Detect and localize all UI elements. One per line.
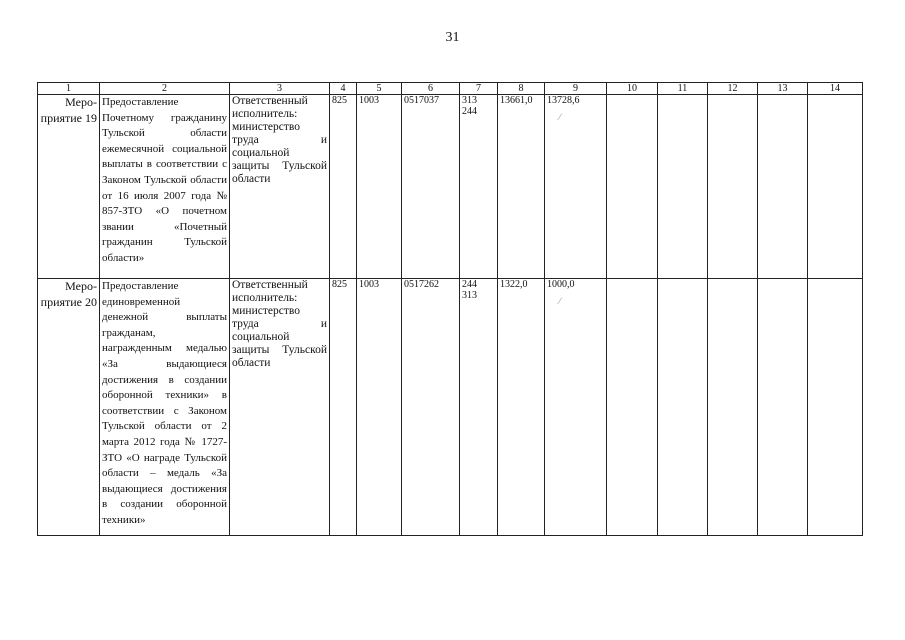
cell-col7: 244 313 (460, 279, 498, 536)
cell-col7: 313 244 (460, 95, 498, 279)
header-cell: 12 (708, 83, 758, 95)
cell-col8-value: 1322,0 (500, 279, 528, 290)
header-cell: 7 (460, 83, 498, 95)
cell-col13 (758, 95, 808, 279)
cell-col5: 1003 (357, 95, 402, 279)
cell-col10 (607, 279, 658, 536)
cell-col13 (758, 279, 808, 536)
cell-col5: 1003 (357, 279, 402, 536)
executor-cell: Ответственный исполнитель: министерство труда и социальной защиты Тульской области (230, 279, 330, 536)
check-mark-icon: ⁄ (559, 112, 561, 122)
header-cell: 1 (38, 83, 100, 95)
cell-col9-value: 13728,6 (547, 95, 580, 106)
header-row (38, 83, 863, 95)
header-cell: 2 (100, 83, 230, 95)
cell-col6: 0517262 (402, 279, 460, 536)
cell-col6: 0517037 (402, 95, 460, 279)
table-row (38, 95, 863, 279)
cell-col8 (498, 95, 545, 279)
header-cell: 6 (402, 83, 460, 95)
cell-col12 (708, 95, 758, 279)
header-cell: 11 (658, 83, 708, 95)
cell-col4: 825 (330, 279, 357, 536)
header-cell: 4 (330, 83, 357, 95)
cell-col10 (607, 95, 658, 279)
cell-col11 (658, 279, 708, 536)
header-cell: 14 (808, 83, 863, 95)
header-cell: 9 (545, 83, 607, 95)
executor-cell: Ответственный исполнитель: министерство труда и социальной защиты Тульской области (230, 95, 330, 279)
measure-label: Меро-приятие 19 (38, 95, 100, 279)
cell-col14 (808, 95, 863, 279)
cell-col11 (658, 95, 708, 279)
measure-label: Меро-приятие 20 (38, 279, 100, 536)
measure-description: Предоставление единовременной денежной выплаты гражданам, награжденным медалью «За выдающиеся достижения в создании оборонной техники» в соответствии с Законом Тульской области от 2 марта 2012 года № 1727-ЗТО «О награде Тульской области – медаль «За выдающиеся достижения в создании оборонной техники» (100, 279, 230, 536)
header-cell: 5 (357, 83, 402, 95)
cell-col8-value: 13661,0 (500, 95, 533, 106)
budget-table (37, 82, 863, 536)
header-cell: 10 (607, 83, 658, 95)
cell-col9 (545, 95, 607, 279)
header-cell: 13 (758, 83, 808, 95)
table-row (38, 279, 863, 536)
header-cell: 3 (230, 83, 330, 95)
cell-col9 (545, 279, 607, 536)
cell-col9-value: 1000,0 (547, 279, 575, 290)
measure-description: Предоставление Почетному гражданину Тульской области ежемесячной социальной выплаты в соответствии с Законом Тульской области от 16 июля 2007 года № 857-ЗТО «О почетном звании «Почетный гражданин Тульской области» (100, 95, 230, 279)
cell-col8 (498, 279, 545, 536)
cell-col14 (808, 279, 863, 536)
check-mark-icon: ⁄ (559, 296, 561, 306)
cell-col12 (708, 279, 758, 536)
page-number: 31 (445, 30, 460, 45)
cell-col4: 825 (330, 95, 357, 279)
header-cell: 8 (498, 83, 545, 95)
